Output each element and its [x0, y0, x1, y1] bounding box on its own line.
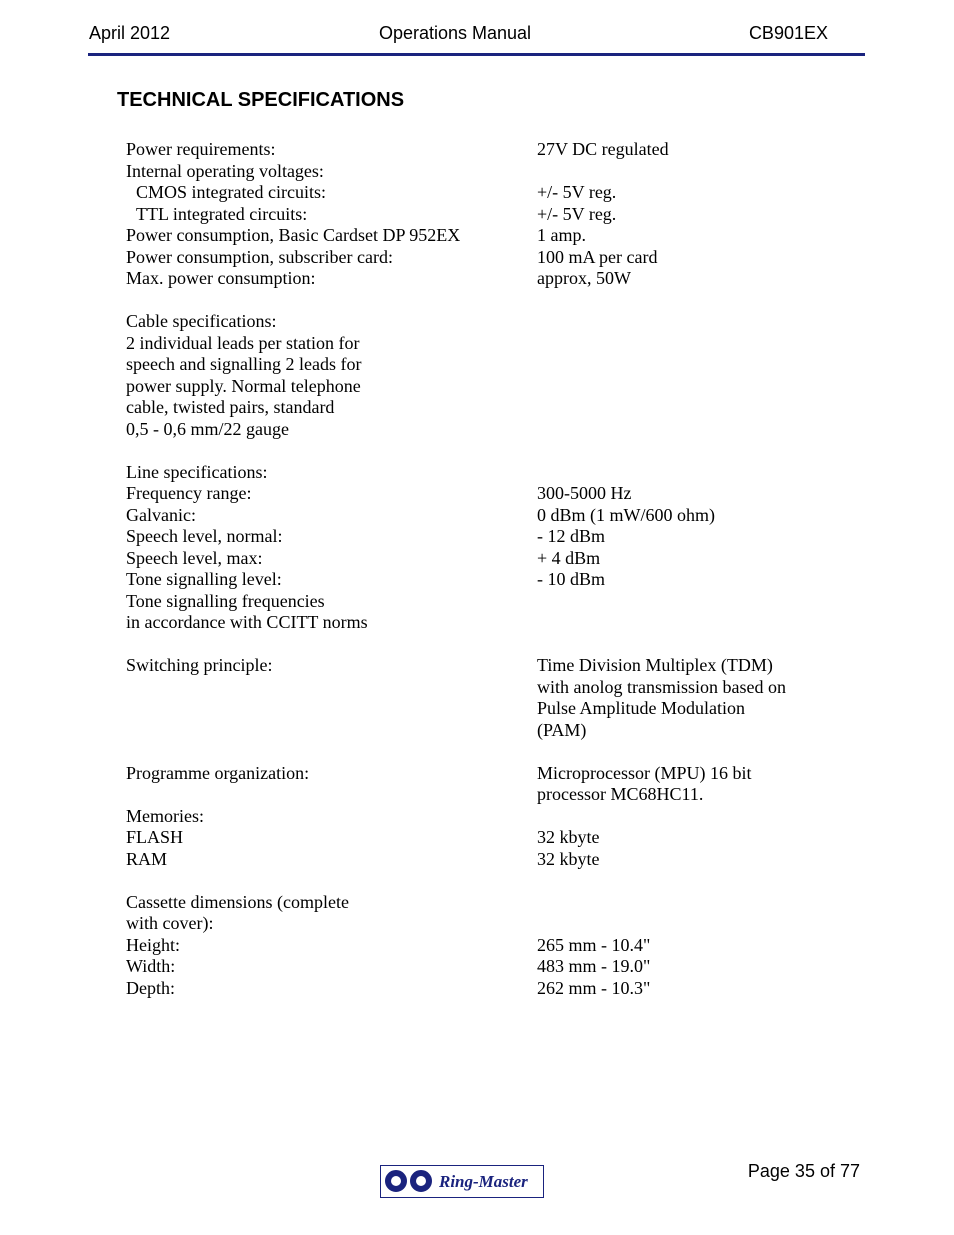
spec-label: RAM — [126, 848, 168, 869]
spec-row — [126, 698, 826, 720]
logo-circle-icon — [410, 1170, 432, 1192]
spec-row — [126, 741, 826, 763]
spec-value: (PAM) — [537, 719, 587, 740]
spec-row — [126, 311, 826, 333]
spec-label: Power consumption, Basic Cardset DP 952EX — [126, 225, 461, 245]
spec-row — [126, 612, 826, 634]
logo-text: Ring-Master — [439, 1172, 528, 1191]
spec-label: FLASH — [126, 827, 184, 847]
spec-label: Tone signalling level: — [126, 569, 282, 589]
spec-label: Memories: — [126, 805, 204, 826]
spec-value: processor MC68HC11. — [537, 784, 704, 804]
section-title: TECHNICAL SPECIFICATIONS — [117, 89, 405, 111]
spec-label: Power requirements: — [126, 139, 276, 159]
spec-value: approx, 50W — [537, 268, 631, 288]
spec-value: 300-5000 Hz — [537, 483, 632, 503]
spec-row — [126, 268, 826, 290]
spec-label: Tone signalling frequencies — [126, 590, 325, 611]
spec-value: +/- 5V reg. — [537, 182, 617, 202]
spec-row — [126, 225, 826, 247]
spec-row — [126, 591, 826, 613]
header-model: CB901EX — [748, 23, 828, 43]
spec-row — [126, 784, 826, 806]
spec-row — [126, 677, 826, 699]
spec-row — [126, 182, 826, 204]
spec-label: Frequency range: — [126, 483, 252, 503]
spec-value: Microprocessor (MPU) 16 bit — [537, 762, 752, 783]
spec-label: Cassette dimensions (complete — [126, 891, 349, 912]
spec-value: + 4 dBm — [537, 547, 601, 568]
spec-row — [126, 655, 826, 677]
spec-row — [126, 526, 826, 548]
spec-label: Width: — [126, 956, 176, 976]
spec-row — [126, 204, 826, 226]
spec-label: Galvanic: — [126, 504, 196, 525]
spec-row — [126, 333, 826, 355]
spec-label: 0,5 - 0,6 mm/22 gauge — [126, 418, 289, 439]
spec-value: 100 mA per card — [537, 246, 658, 267]
spec-value: with anolog transmission based on — [537, 676, 786, 697]
spec-label: with cover): — [126, 913, 214, 933]
header-date: April 2012 — [89, 23, 171, 43]
spec-row — [126, 913, 826, 935]
spec-row — [126, 247, 826, 269]
spec-value: 483 mm - 19.0" — [537, 956, 651, 976]
spec-value: Pulse Amplitude Modulation — [537, 698, 746, 718]
spec-label: Power consumption, subscriber card: — [126, 246, 393, 267]
spec-row — [126, 419, 826, 441]
spec-label: Internal operating voltages: — [126, 160, 324, 181]
spec-value: - 12 dBm — [537, 526, 606, 546]
spec-row — [126, 806, 826, 828]
spec-value: - 10 dBm — [537, 569, 606, 589]
spec-row — [126, 548, 826, 570]
spec-value: 265 mm - 10.4" — [537, 934, 651, 955]
spec-value: 27V DC regulated — [537, 139, 669, 159]
logo-circle-icon — [385, 1170, 407, 1192]
spec-value: 0 dBm (1 mW/600 ohm) — [537, 504, 715, 525]
spec-value: Time Division Multiplex (TDM) — [537, 655, 773, 675]
header-document-title: Operations Manual — [378, 23, 532, 43]
spec-label: speech and signalling 2 leads for — [126, 354, 362, 374]
spec-row — [126, 569, 826, 591]
spec-label: Speech level, max: — [126, 547, 263, 568]
header-rule — [88, 53, 865, 56]
spec-row — [126, 849, 826, 871]
spec-label: Line specifications: — [126, 461, 268, 482]
spec-label: Speech level, normal: — [126, 526, 283, 546]
spec-label: Programme organization: — [126, 762, 310, 783]
spec-label: Switching principle: — [126, 655, 273, 675]
spec-row — [126, 763, 826, 785]
spec-row — [126, 720, 826, 742]
spec-row — [126, 397, 826, 419]
spec-label: Cable specifications: — [126, 311, 277, 331]
spec-value: 32 kbyte — [537, 827, 600, 847]
spec-row — [126, 892, 826, 914]
page-number: Page 35 of 77 — [747, 1161, 860, 1181]
spec-label: Height: — [126, 934, 180, 955]
spec-label: Depth: — [126, 977, 175, 998]
spec-row — [126, 634, 826, 656]
spec-row — [126, 440, 826, 462]
spec-row — [126, 161, 826, 183]
spec-row — [126, 827, 826, 849]
spec-label: TTL integrated circuits: — [136, 203, 308, 224]
ring-master-logo — [380, 1165, 544, 1198]
spec-value: 262 mm - 10.3" — [537, 977, 651, 998]
spec-row — [126, 483, 826, 505]
spec-row — [126, 978, 826, 1000]
spec-row — [126, 505, 826, 527]
spec-label: 2 individual leads per station for — [126, 332, 360, 353]
spec-row — [126, 462, 826, 484]
spec-value: 1 amp. — [537, 225, 586, 245]
spec-label: in accordance with CCITT norms — [126, 612, 368, 632]
spec-label: cable, twisted pairs, standard — [126, 397, 335, 417]
spec-list — [126, 139, 826, 999]
spec-row — [126, 956, 826, 978]
spec-value: 32 kbyte — [537, 848, 600, 869]
spec-row — [126, 354, 826, 376]
spec-row — [126, 139, 826, 161]
spec-label: CMOS integrated circuits: — [136, 182, 326, 202]
spec-row — [126, 870, 826, 892]
spec-row — [126, 290, 826, 312]
spec-row — [126, 935, 826, 957]
spec-value: +/- 5V reg. — [537, 203, 617, 224]
spec-row — [126, 376, 826, 398]
spec-label: Max. power consumption: — [126, 268, 316, 288]
spec-label: power supply. Normal telephone — [126, 375, 361, 396]
